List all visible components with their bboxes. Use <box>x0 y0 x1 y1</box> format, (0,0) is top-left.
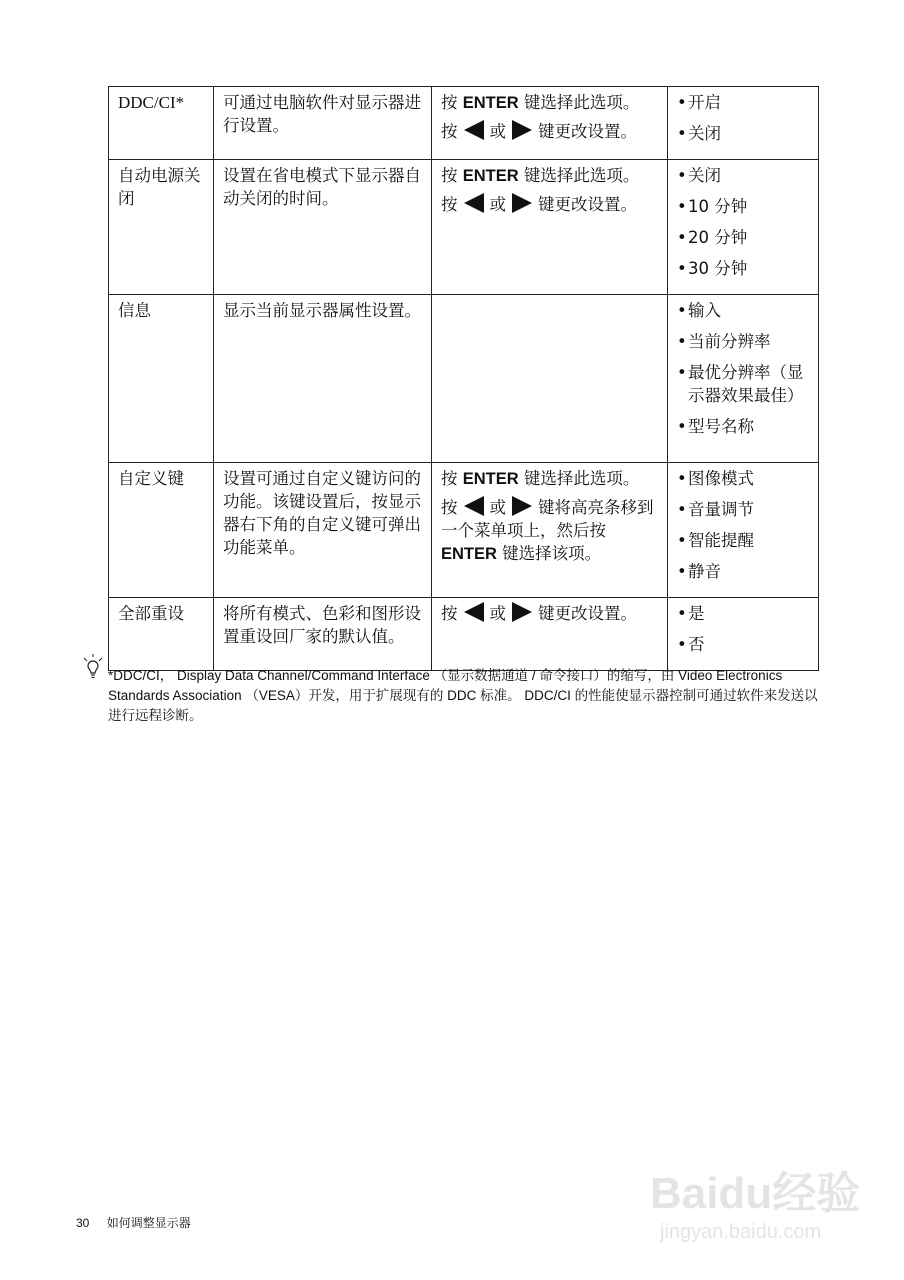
option-item: • 当前分辨率 <box>677 330 812 353</box>
table-row <box>109 295 819 463</box>
options-list <box>677 164 812 280</box>
watermark-url: jingyan.baidu.com <box>660 1221 822 1243</box>
option-item: • 型号名称 <box>677 415 812 438</box>
option-item: • 静音 <box>677 560 812 583</box>
operation-line <box>441 120 661 143</box>
option-item: • 30 分钟 <box>677 257 812 280</box>
setting-options <box>668 87 819 160</box>
operation-line <box>441 193 661 216</box>
option-item: • 音量调节 <box>677 498 812 521</box>
setting-options <box>668 598 819 671</box>
enter-key-label: ENTER <box>462 94 519 112</box>
enter-key-label: ENTER <box>441 545 497 563</box>
footnote: *DDC/CI， Display Data Channel/Command Interface （显示数据通道 / 命令接口）的缩写，由 Video Electronics Standards Association （VESA）开发，用于扩展现有的 DDC 标准。 DDC/CI 的性能使显示器控制可通过软件来发送以进行远程诊断。 <box>108 668 818 723</box>
operation-line <box>441 602 661 625</box>
option-item: • 图像模式 <box>677 467 812 490</box>
option-item: • 输入 <box>677 299 812 322</box>
operation-text: 按 <box>441 469 463 488</box>
operation-text: 或 <box>489 604 506 623</box>
right-arrow-icon <box>512 602 532 622</box>
operation-text: 键选择此选项。 <box>518 469 640 488</box>
options-list <box>677 91 812 145</box>
operation-line <box>441 467 661 491</box>
setting-operation <box>432 160 668 295</box>
option-item: • 关闭 <box>677 164 812 187</box>
operation-line <box>441 164 661 188</box>
operation-text: 按 <box>441 93 463 112</box>
enter-key-label: ENTER <box>462 167 519 185</box>
setting-operation <box>432 295 668 463</box>
operation-text: 按 <box>441 604 458 623</box>
table-row <box>109 598 819 671</box>
setting-operation <box>432 598 668 671</box>
lightbulb-icon <box>82 654 104 680</box>
operation-text: 按 <box>441 166 463 185</box>
left-arrow-icon <box>464 193 484 213</box>
setting-description: 设置在省电模式下显示器自动关闭的时间。 <box>214 160 432 295</box>
option-item: • 10 分钟 <box>677 195 812 218</box>
baidu-jingyan-watermark <box>640 1150 860 1245</box>
left-arrow-icon <box>464 602 484 622</box>
left-arrow-icon <box>464 120 484 140</box>
options-list <box>677 467 812 583</box>
setting-options <box>668 463 819 598</box>
enter-key-label: ENTER <box>462 470 519 488</box>
operation-text: 或 <box>489 195 506 214</box>
setting-operation <box>432 463 668 598</box>
operation-text: 或 <box>489 498 506 517</box>
operation-text: 键更改设置。 <box>538 195 637 214</box>
operation-text: 键将高亮条移到一个菜单项上，然后按 <box>441 498 654 540</box>
page-footer <box>76 1214 205 1231</box>
operation-text: 按 <box>441 122 458 141</box>
setting-name: 信息 <box>109 295 214 463</box>
settings-table <box>108 86 819 671</box>
right-arrow-icon <box>512 193 532 213</box>
right-arrow-icon <box>512 496 532 516</box>
setting-name: 自定义键 <box>109 463 214 598</box>
options-list <box>677 299 812 438</box>
setting-description: 设置可通过自定义键访问的功能。该键设置后，按显示器右下角的自定义键可弹出功能菜单。 <box>214 463 432 598</box>
setting-options <box>668 160 819 295</box>
setting-name: 全部重设 <box>109 598 214 671</box>
option-item: • 关闭 <box>677 122 812 145</box>
right-arrow-icon <box>512 120 532 140</box>
operation-text: 键选择该项。 <box>496 544 602 563</box>
operation-text: 键选择此选项。 <box>518 166 640 185</box>
setting-options <box>668 295 819 463</box>
section-title: 如何调整显示器 <box>106 1216 191 1230</box>
setting-name: 自动电源关闭 <box>109 160 214 295</box>
operation-text: 键更改设置。 <box>538 122 637 141</box>
option-item: • 最优分辨率（显示器效果最佳） <box>677 361 812 407</box>
option-item: • 是 <box>677 602 812 625</box>
operation-text: 或 <box>489 122 506 141</box>
operation-text: 键更改设置。 <box>538 604 637 623</box>
setting-description: 显示当前显示器属性设置。 <box>214 295 432 463</box>
table-row <box>109 160 819 295</box>
option-item: • 开启 <box>677 91 812 114</box>
operation-text: 按 <box>441 498 458 517</box>
operation-text: 按 <box>441 195 458 214</box>
table-row <box>109 87 819 160</box>
option-item: • 否 <box>677 633 812 656</box>
setting-description: 将所有模式、色彩和图形设置重设回厂家的默认值。 <box>214 598 432 671</box>
operation-line <box>441 496 661 566</box>
option-item: • 20 分钟 <box>677 226 812 249</box>
setting-name: DDC/CI* <box>109 87 214 160</box>
operation-line <box>441 91 661 115</box>
setting-operation <box>432 87 668 160</box>
watermark-brand: Baidu经验 <box>650 1169 860 1218</box>
page-number: 30 <box>76 1216 90 1230</box>
option-item: • 智能提醒 <box>677 529 812 552</box>
setting-description: 可通过电脑软件对显示器进行设置。 <box>214 87 432 160</box>
operation-text: 键选择此选项。 <box>518 93 640 112</box>
left-arrow-icon <box>464 496 484 516</box>
table-row <box>109 463 819 598</box>
options-list <box>677 602 812 656</box>
